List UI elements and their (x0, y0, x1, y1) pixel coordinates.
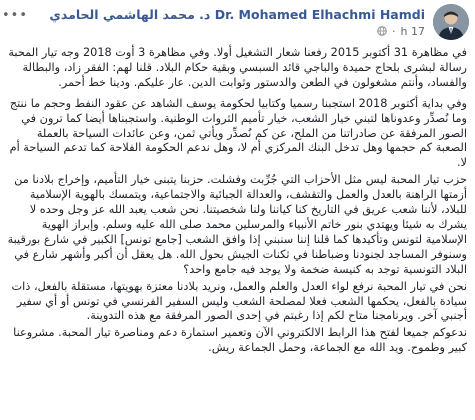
post-meta (8, 25, 425, 38)
post-body (0, 44, 475, 356)
post-timestamp[interactable]: 17 h (400, 24, 425, 38)
post-paragraph-3: حزب تيار المحبة ليس مثل الأحزاب التي جُرِّبت وفشلت. حزبنا يتبنى خيار التأميم، وإخراج بلادنا من أزمتها الراهنة بالعدل والعمل والتقشف، والعدالة الجبائية والاجتماعية، ويتمسك بالهوية الإسلامية للبلاد، لأننا شعب عريق في التاريخ كنا كياننا ولنا شخصيتنا. نحن شعب يعبد الله عز وجل وحده لا يشرك به شيئا ويهتدي بنور خاتم الأنبياء والمرسلين محمد صلى الله عليه وسلم. وإبراز الهوية الإسلامية لتونس وتأكيدها كما قلنا إننا سنبني إذا وافق الشعب [جامع تونس] الكبير في شارع بورقيبة وسنوفر المساجد لجنودنا وضباطنا في ثكنات الجيش بحول الله. هل يعقل أن أكبر وأشهر شارع في البلاد التونسية توجد به كنيسة ضخمة ولا يوجد فيه جامع واحد؟ (7, 173, 467, 276)
avatar-portrait-icon (433, 4, 469, 40)
globe-icon[interactable] (377, 26, 387, 36)
post-paragraph-4: نحن في تيار المحبة نرفع لواء العدل والعلم والعمل، ونريد بلادنا معتزة بهويتها، مستقلة بالفعل، ذات سيادة بالفعل، يحكمها الشعب فعلا لمصلحة الشعب وليس السفير الفرنسي في تونس أو أي سفير أجنبي آخر. ويرنامجنا متاح لكم إذا رغبتم في إحدى الصور المرفقة مع هذه التدوينة. (11, 279, 467, 323)
more-options-icon[interactable]: ••• (1, 8, 28, 23)
post-paragraph-2: وفي بداية أكتوبر 2018 استجبنا رسميا وكتابيا لحكومة يوسف الشاهد عن عقود النفط وحجم ما ننتج وما نُصدِّر وعدوناها لتبني خيار الشعب، خيار تأميم الثروات الوطنية. واستجبناها أيضا كما ترون في الصور المرفقة عن صادراتنا من الملح، عن كم نُصدِّر ويأتي ثمن، وعن عائدات السياحة بالعملة الصعبة كم حجمها وهل تدخل البنك المركزي أم لا، وهل ندعم الحكومة الفلاحة كما تدعم السياحة أم لا. (9, 96, 467, 170)
post-paragraph-1: في مظاهرة 31 أكتوبر 2015 رفعنا شعار التشغيل أولا. وفي مظاهرة 3 أوت 2018 وجه تيار المحبة رسالة لبشرى بلحاج حميدة والباجي قائد السبسي وبقية حكام البلاد. قلنا لهم: الفقر زاد، والبطالة والفساد، وأنتم مشغولون في الطعن والدستور وثوابت الدين. عار عليكم. ودينا خط أحمر. (8, 46, 467, 89)
author-name[interactable]: Dr. Mohamed Elhachmi Hamdi د. محمد الهاشمي الحامدي (49, 6, 425, 22)
post-header (0, 0, 475, 44)
post-header-text (1, 6, 425, 38)
post-paragraph-5: ندعوكم جميعا لفتح هذا الرابط الالكتروني الآن وتعمير استمارة دعم ومناصرة تيار المحبة. مشروعنا كبير وطموح. ويد الله مع الجماعة، وحمل الجماعة ريش. (13, 326, 467, 355)
author-avatar[interactable] (433, 4, 469, 40)
meta-separator: · (392, 24, 396, 38)
